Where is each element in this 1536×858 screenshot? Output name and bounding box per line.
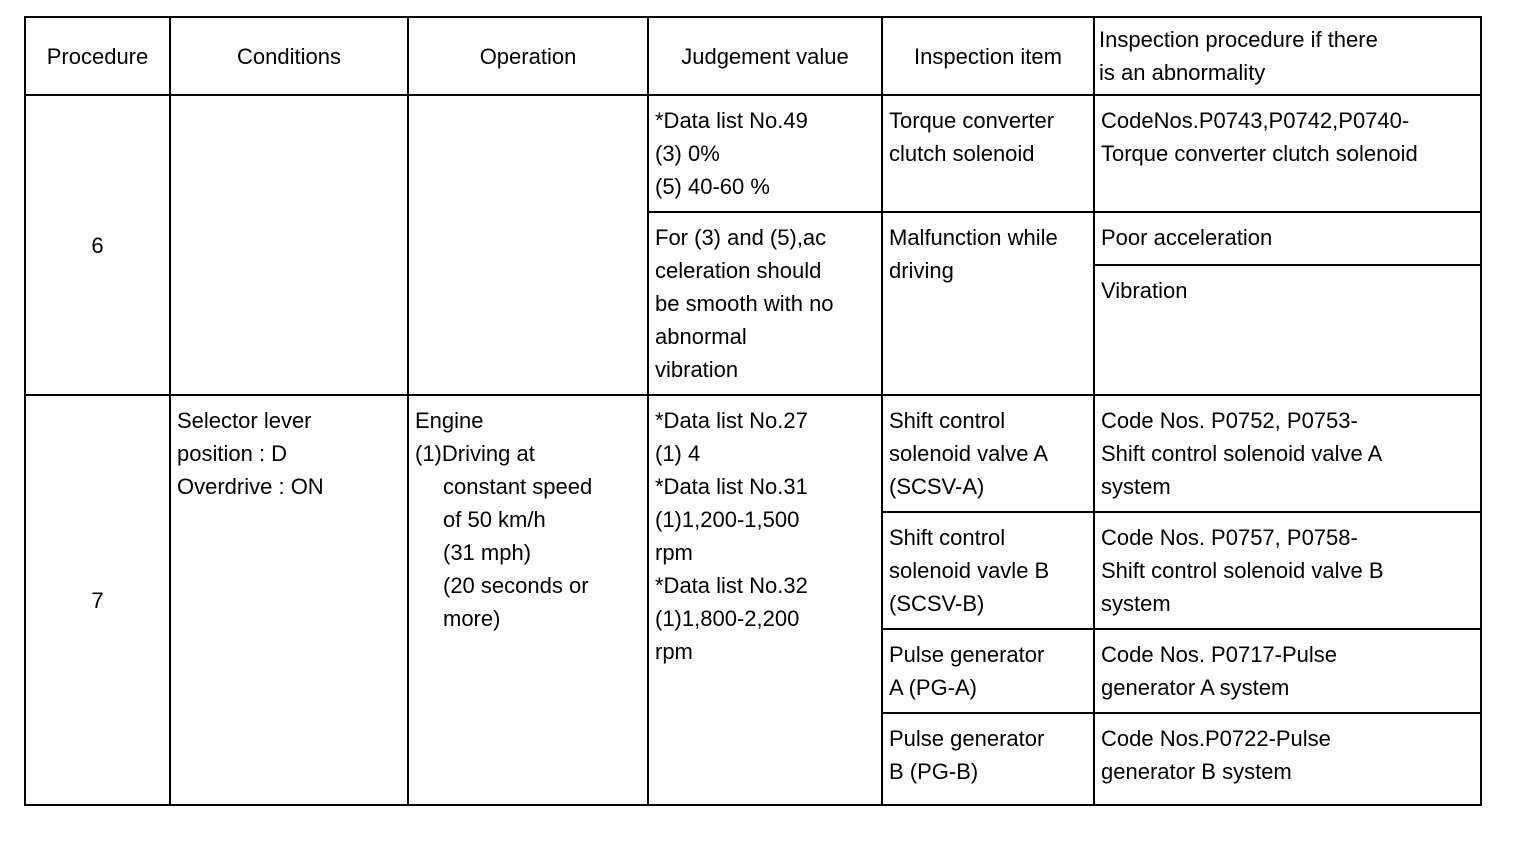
header-operation: Operation — [408, 17, 648, 95]
header-row — [25, 17, 1481, 95]
operation-detail: constant speed of 50 km/h (31 mph) (20 seconds or more) — [443, 474, 593, 631]
inspection-item: Pulse generator A (PG-A) — [882, 629, 1094, 713]
operation-title: Engine — [415, 408, 484, 433]
table-row — [25, 395, 1481, 512]
operation-cell-empty — [408, 95, 648, 395]
conditions-cell-empty — [170, 95, 408, 395]
inspection-item: Torque converter clutch solenoid — [882, 95, 1094, 212]
inspection-item: Malfunction while driving — [882, 212, 1094, 395]
operation-step: (1)Driving at — [415, 441, 535, 466]
procedure-number: 7 — [25, 395, 170, 805]
inspection-procedure: CodeNos.P0743,P0742,P0740- Torque converter clutch solenoid — [1094, 95, 1481, 212]
inspection-item: Shift control solenoid vavle B (SCSV-B) — [882, 512, 1094, 629]
inspection-procedure: Vibration — [1094, 265, 1481, 395]
header-procedure: Procedure — [25, 17, 170, 95]
inspection-procedure: Poor acceleration — [1094, 212, 1481, 265]
judgement-value: For (3) and (5),ac celeration should be smooth with no abnormal vibration — [648, 212, 882, 395]
inspection-table-page — [24, 16, 1482, 806]
inspection-procedure: Code Nos.P0722-Pulse generator B system — [1094, 713, 1481, 805]
conditions-cell: Selector lever position : D Overdrive : ON — [170, 395, 408, 805]
operation-cell — [408, 395, 648, 805]
judgement-value: *Data list No.49 (3) 0% (5) 40-60 % — [648, 95, 882, 212]
header-conditions: Conditions — [170, 17, 408, 95]
inspection-item: Shift control solenoid valve A (SCSV-A) — [882, 395, 1094, 512]
header-judgement-value: Judgement value — [648, 17, 882, 95]
table-row — [25, 95, 1481, 212]
inspection-procedure: Code Nos. P0717-Pulse generator A system — [1094, 629, 1481, 713]
procedure-number: 6 — [25, 95, 170, 395]
inspection-table — [24, 16, 1482, 806]
header-inspection-item: Inspection item — [882, 17, 1094, 95]
header-inspection-procedure: Inspection procedure if there is an abnormality — [1094, 17, 1481, 95]
inspection-item: Pulse generator B (PG-B) — [882, 713, 1094, 805]
inspection-procedure: Code Nos. P0752, P0753- Shift control solenoid valve A system — [1094, 395, 1481, 512]
judgement-value: *Data list No.27 (1) 4 *Data list No.31 (1)1,200-1,500 rpm *Data list No.32 (1)1,800-2,200 rpm — [648, 395, 882, 805]
inspection-procedure: Code Nos. P0757, P0758- Shift control solenoid valve B system — [1094, 512, 1481, 629]
